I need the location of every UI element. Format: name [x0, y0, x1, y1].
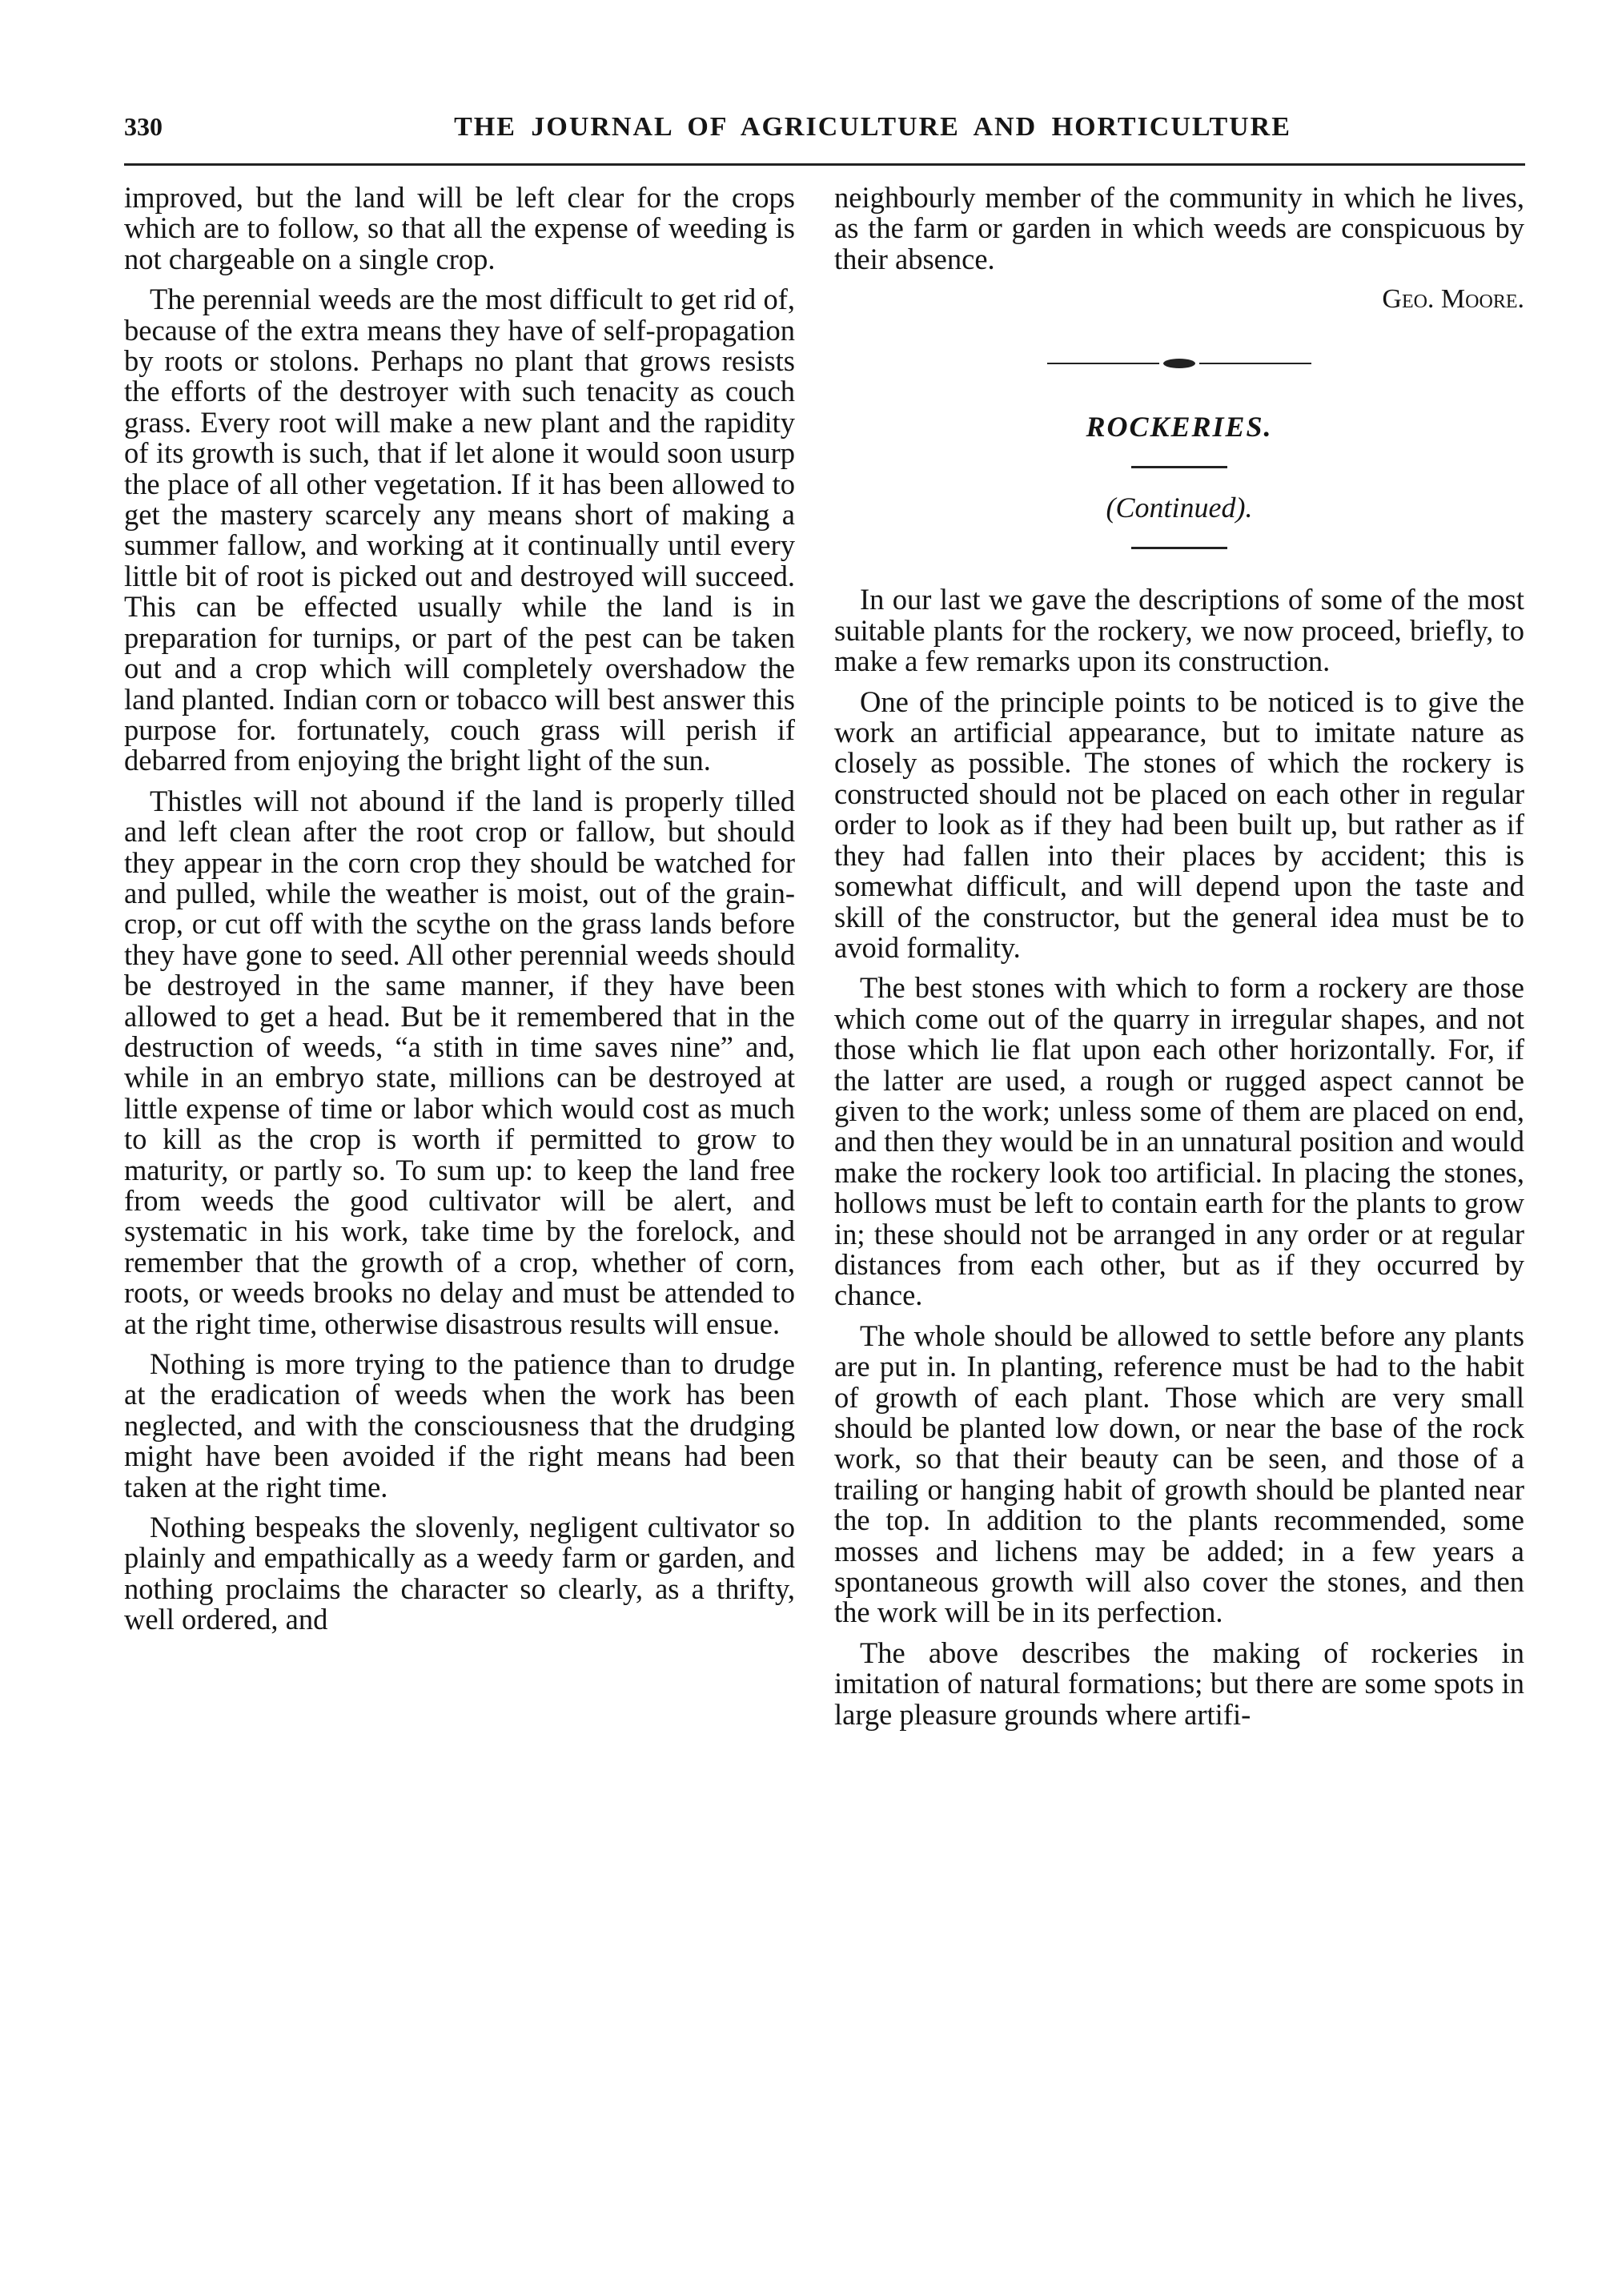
- paragraph: In our last we gave the descriptions of some of the most suitable plants for the rockery, we now proceed, briefly, to make a few remarks upon its construction.: [834, 583, 1524, 678]
- paragraph: The perennial weeds are the most difficult to get rid of, because of the extra means they have of self-propagation by roots or stolons. Perhaps no plant that grows resists the efforts of the destroyer with such tenacity as couch grass. Every root will make a new plant and the rapidity of its growth is such, that if let alone it would soon usurp the place of all other vegetation. If it has been allowed to get the mastery scarcely any means short of making a summer fallow, and working at it continually until every little bit of root is picked out and destroyed will succeed. This can be effected usually while the land is in preparation for turnips, or part of the pest can be taken out and a crop which will completely overshadow the land planted. Indian corn or tobacco will best answer this purpose for. fortunately, couch grass will perish if debarred from enjoying the bright light of the sun.: [124, 283, 795, 777]
- right-column: [834, 183, 1524, 1740]
- short-rule: [1131, 466, 1227, 468]
- paragraph: The best stones with which to form a rockery are those which come out of the quarry in irregular shapes, and not those which lie flat upon each other horizontally. For, if the latter are used, a rough or rugged aspect cannot be given to the work; unless some of them are placed on end, and then they would be in an unnatural position and would make the rockery look too artificial. In placing the stones, hollows must be left to contain earth for the plants to grow in; these should not be arranged in any order or at regular distances from each other, but as if they occurred by chance.: [834, 971, 1524, 1312]
- paragraph: Nothing is more trying to the patience than to drudge at the eradication of weeds when the work has been neglected, and with the consciousness that the drudging might have been avoided if the right means had been taken at the right time.: [124, 1347, 795, 1503]
- page-header: [124, 112, 1525, 157]
- paragraph: Thistles will not abound if the land is properly tilled and left clean after the root crop or fallow, but should they appear in the corn crop they should be watched for and pulled, while the weather is moist, out of the grain-crop, or cut off with the scythe on the grass lands before they have gone to seed. All other perennial weeds should be destroyed in the same manner, if they have been allowed to get a head. But be it remembered that in the destruction of weeds, “a stith in time saves nine” and, while in an embryo state, millions can be destroyed at little expense of time or labor which would cost as much to kill as the crop is worth if permitted to grow to maturity, or partly so. To sum up: to keep the land free from weeds the good cultivator will be alert, and systematic in his work, take time by the forelock, and remember that the growth of a crop, whether of corn, roots, or weeds brooks no delay and must be attended to at the right time, otherwise disastrous results will ensue.: [124, 784, 795, 1340]
- page-number: 330: [124, 112, 163, 141]
- paragraph: improved, but the land will be left clear for the crops which are to follow, so that all the expense of weeding is not chargeable on a single crop.: [124, 181, 795, 275]
- paragraph: The above describes the making of rockeries in imitation of natural formations; but there are some spots in large pleasure grounds where artifi-: [834, 1636, 1524, 1731]
- section-subtitle: (Continued).: [1106, 492, 1253, 524]
- left-column: [124, 183, 795, 1645]
- header-rule: [124, 163, 1525, 166]
- paragraph: The whole should be allowed to settle before any plants are put in. In planting, reference must be had to the habit of growth of each plant. Those which are very small should be planted low down, or near the base of the rock work, so that their beauty can be seen, and those of a trailing or hanging habit of growth should be planted near the top. In addition to the plants recommended, some mosses and lichens may be added; in a few years a spontaneous growth will also cover the stones, and then the work will be in its perfection.: [834, 1319, 1524, 1629]
- paragraph: One of the principle points to be noticed is to give the work an artificial appearance, but to imitate nature as closely as possible. The stones of which the rockery is constructed should not be placed on each other in regular order to look as if they had been built up, but rather as if they had fallen into their places by accident; this is somewhat difficult, and will depend upon the taste and skill of the constructor, but the general idea must be to avoid formality.: [834, 684, 1524, 964]
- author-signature: Geo. Moore.: [1382, 284, 1524, 315]
- running-head: THE JOURNAL OF AGRICULTURE AND HORTICULTURE: [454, 112, 1291, 142]
- section-title: ROCKERIES.: [1086, 410, 1273, 443]
- section-divider-ornament: [1047, 354, 1311, 373]
- continued-paragraph: neighbourly member of the community in which he lives, as the farm or garden in which weeds are conspicuous by their absence.: [834, 181, 1524, 275]
- paragraph: Nothing bespeaks the slovenly, negligent cultivator so plainly and empathically as a weedy farm or garden, and nothing proclaims the character so clearly, as a thrifty, well ordered, and: [124, 1511, 795, 1636]
